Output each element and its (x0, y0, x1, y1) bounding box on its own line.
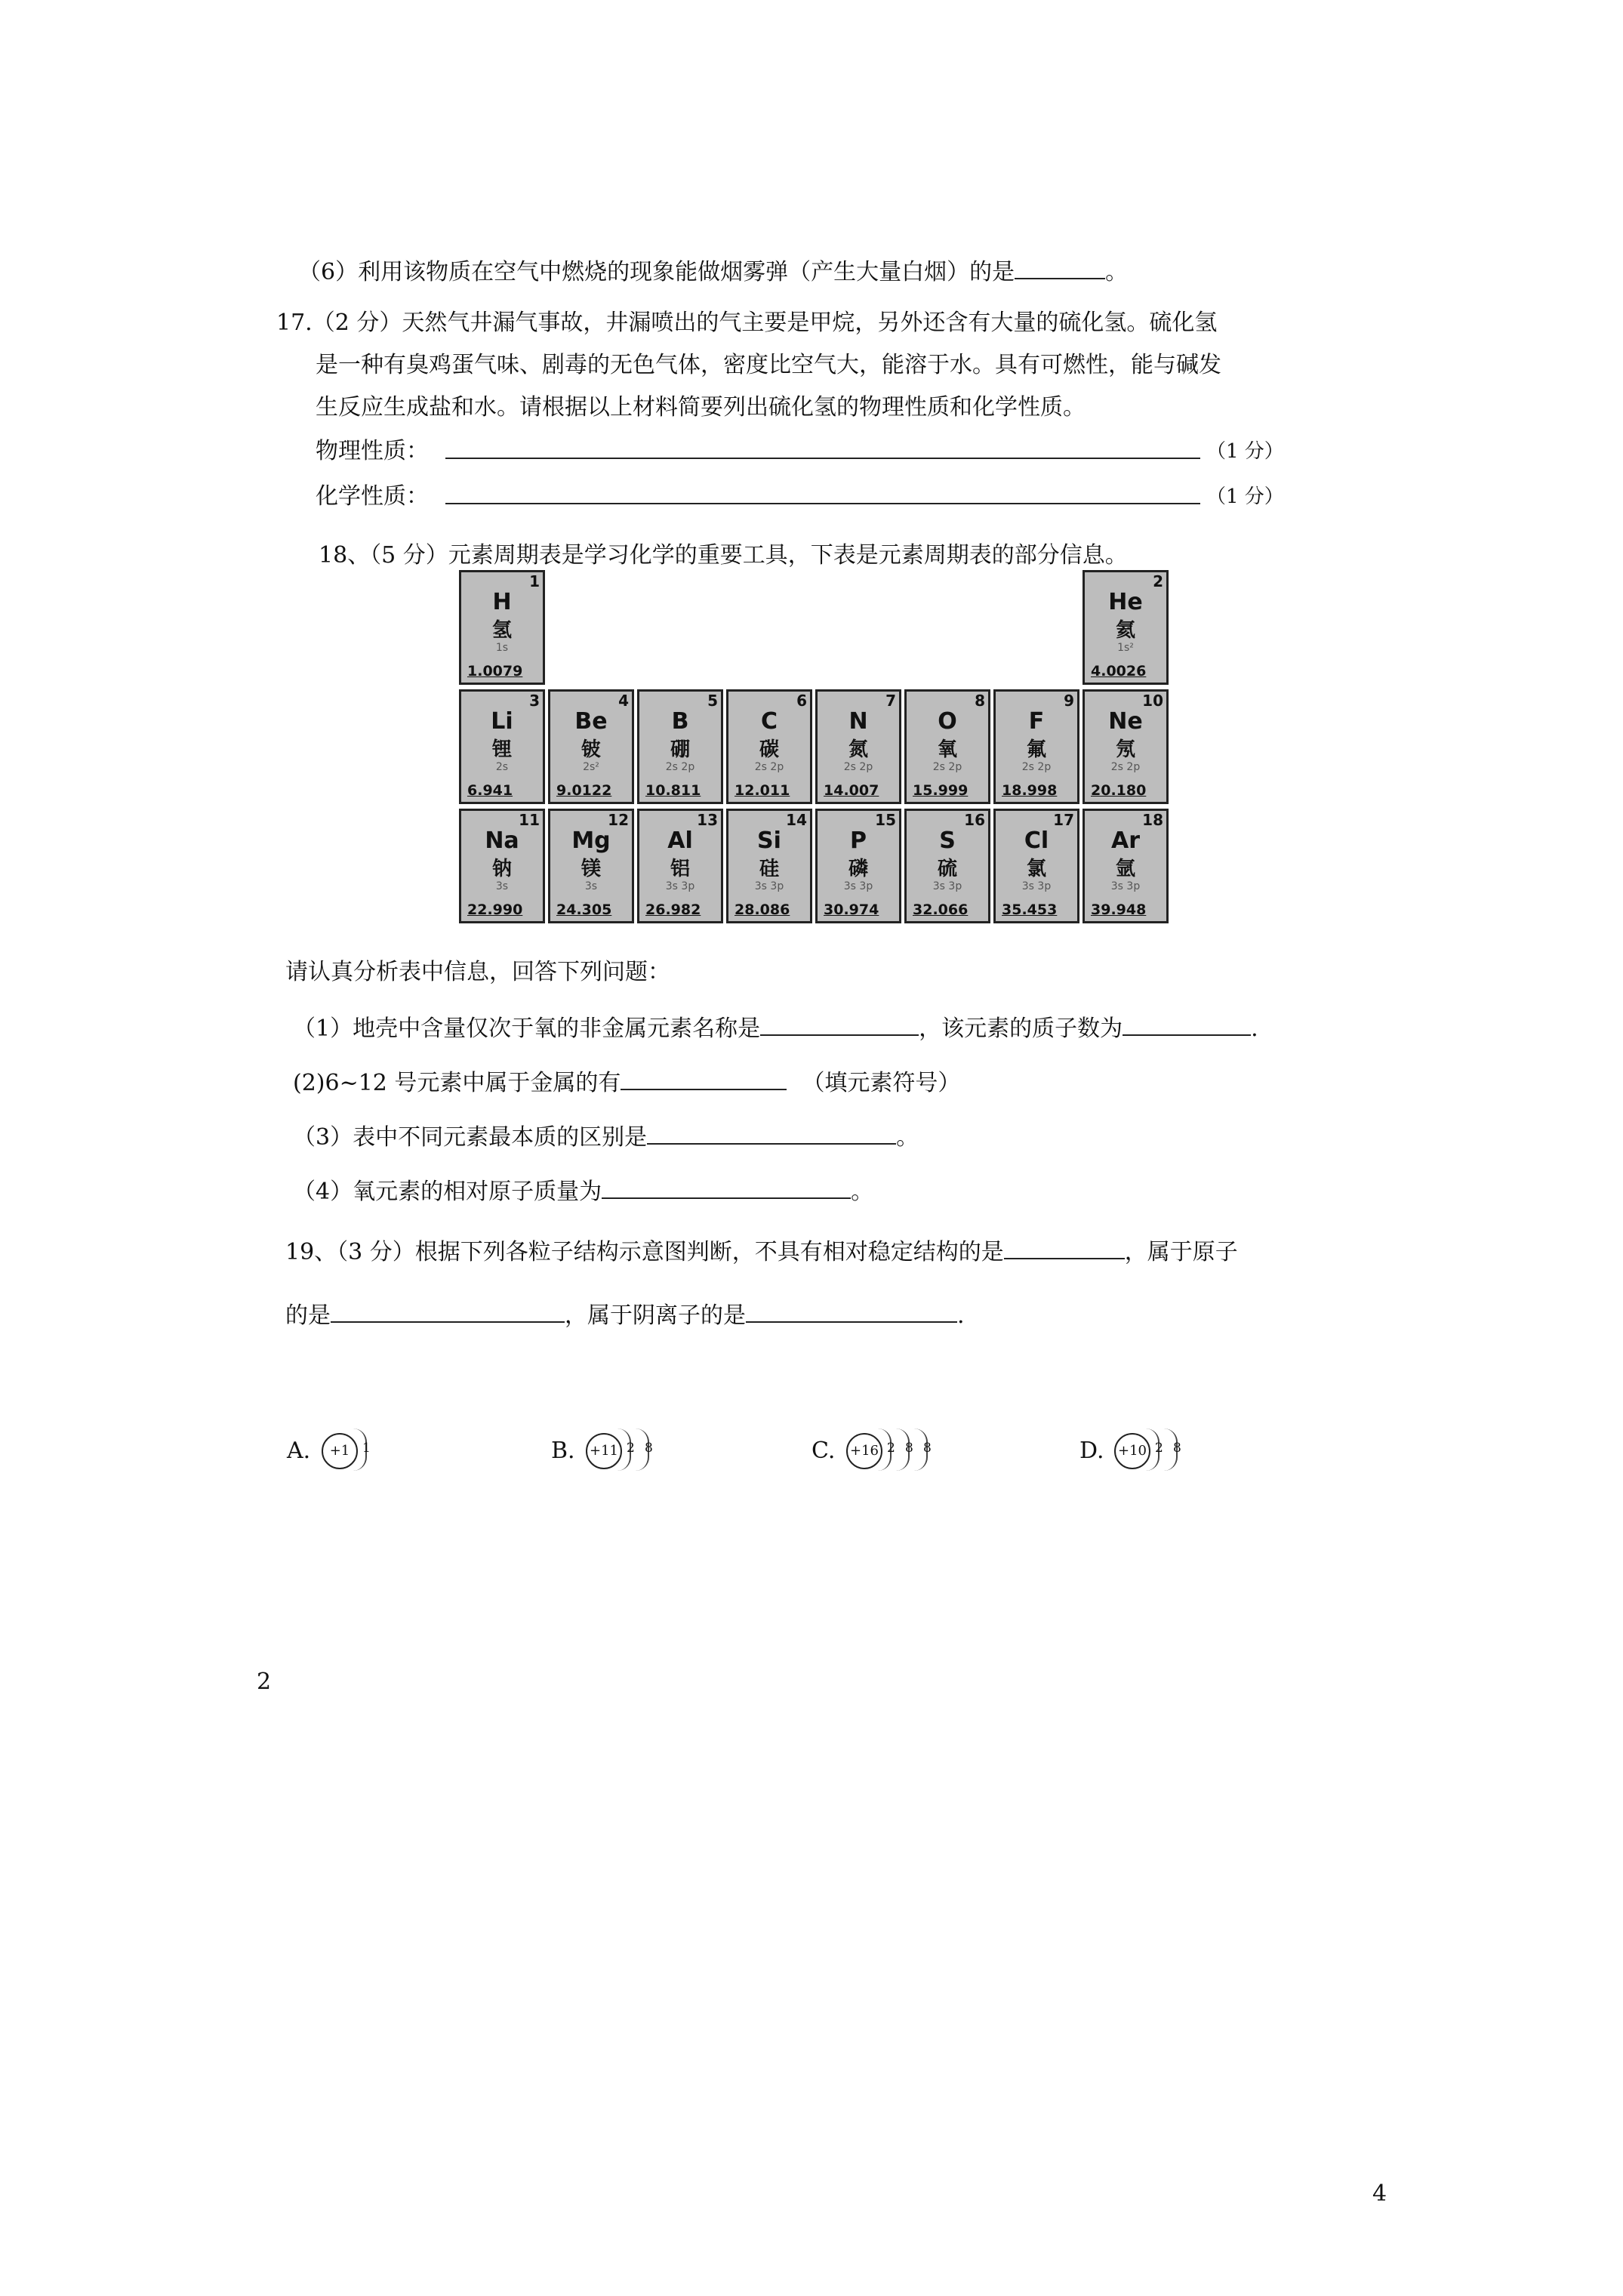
element-cell-be (548, 689, 634, 804)
particle-diagram-a (287, 1422, 468, 1483)
element-symbol: He (1108, 589, 1143, 615)
element-symbol: F (1028, 708, 1045, 735)
anion-blank[interactable] (746, 1299, 957, 1323)
atomic-mass: 30.974 (824, 901, 879, 918)
option-label: A. (287, 1438, 311, 1464)
electron-config: 3s 3p (1021, 880, 1052, 892)
nucleus: +11 (586, 1433, 622, 1469)
element-symbol: Si (757, 827, 781, 854)
electron-count: 8 (923, 1441, 932, 1456)
element-cell-s (904, 809, 990, 923)
element-symbol: Na (485, 827, 519, 854)
answer-blank[interactable] (1015, 255, 1105, 279)
atomic-mass: 28.086 (735, 901, 790, 918)
atomic-mass: 14.007 (824, 782, 879, 799)
element-name: 氩 (1115, 858, 1135, 880)
element-name: 氢 (491, 619, 512, 642)
electron-config: 3s 3p (843, 880, 873, 892)
element-cell-ar (1083, 809, 1169, 923)
option-label: B. (551, 1438, 575, 1464)
element-symbol: C (760, 708, 778, 735)
electron-config: 1s (495, 642, 509, 654)
atomic-mass: 6.941 (467, 782, 513, 799)
element-number: 4 (618, 692, 629, 710)
electron-config: 2s 2p (932, 761, 962, 773)
element-number: 5 (707, 692, 718, 710)
q17-line1: 17.（2 分）天然气井漏气事故，井漏喷出的气主要是甲烷，另外还含有大量的硫化氢。硫化氢 (276, 310, 1218, 336)
element-cell-al (637, 809, 723, 923)
element-number: 15 (875, 811, 896, 829)
element-cell-c (726, 689, 812, 804)
atomic-mass: 4.0026 (1091, 663, 1147, 680)
element-symbol: Mg (571, 827, 611, 854)
element-name: 硅 (759, 858, 779, 880)
element-number: 16 (964, 811, 985, 829)
element-symbol: Ne (1108, 708, 1143, 735)
physical-property-score: （1 分） (1206, 440, 1284, 463)
chemical-property-label: 化学性质： (316, 483, 429, 510)
element-cell-f (993, 689, 1079, 804)
electron-count: 2 (887, 1441, 895, 1456)
electron-count: 2 (1155, 1441, 1163, 1456)
q17-line2: 是一种有臭鸡蛋气味、剧毒的无色气体，密度比空气大，能溶于水。具有可燃性，能与碱发 (316, 352, 1221, 378)
element-name: 氯 (1026, 858, 1046, 880)
atomic-mass: 10.811 (645, 782, 701, 799)
element-symbol: B (671, 708, 689, 735)
element-cell-li (459, 689, 545, 804)
electron-count: 1 (362, 1441, 371, 1456)
element-symbol: Cl (1024, 827, 1049, 854)
electron-config: 2s 2p (754, 761, 784, 773)
element-name: 氧 (937, 738, 957, 761)
electron-config: 2s 2p (665, 761, 695, 773)
q19-line1: 19、（3 分）根据下列各粒子结构示意图判断，不具有相对稳定结构的是 ，属于原子 (285, 1235, 1238, 1268)
element-symbol: O (938, 708, 957, 735)
nucleus: +1 (322, 1433, 358, 1469)
element-name: 钠 (491, 858, 512, 880)
element-cell-b (637, 689, 723, 804)
atomic-mass: 22.990 (467, 901, 523, 918)
electron-config: 3s (495, 880, 509, 892)
electron-config: 2s 2p (1021, 761, 1052, 773)
element-cell-ne (1083, 689, 1169, 804)
difference-blank[interactable] (647, 1120, 896, 1145)
element-number: 11 (519, 811, 540, 829)
q18-intro: 18、（5 分）元素周期表是学习化学的重要工具，下表是元素周期表的部分信息。 (319, 542, 1128, 569)
oxygen-mass-blank[interactable] (602, 1175, 851, 1199)
element-number: 6 (796, 692, 807, 710)
element-number: 12 (608, 811, 629, 829)
element-name: 铍 (581, 738, 601, 761)
option-label: C. (812, 1438, 836, 1464)
element-symbol: Be (574, 708, 608, 735)
q17-line3: 生反应生成盐和水。请根据以上材料简要列出硫化氢的物理性质和化学性质。 (316, 394, 1086, 421)
element-symbol: P (850, 827, 867, 854)
element-number: 3 (529, 692, 540, 710)
element-name: 锂 (491, 738, 512, 761)
atomic-mass: 1.0079 (467, 663, 523, 680)
atomic-mass: 15.999 (913, 782, 969, 799)
unstable-blank[interactable] (1004, 1235, 1125, 1259)
element-number: 9 (1064, 692, 1074, 710)
element-cell-he (1083, 570, 1169, 685)
element-cell-o (904, 689, 990, 804)
element-number: 17 (1053, 811, 1074, 829)
element-name: 硼 (670, 738, 690, 761)
electron-config: 1s² (1117, 642, 1134, 654)
element-name: 氟 (1026, 738, 1046, 761)
element-symbol: Al (667, 827, 693, 854)
electron-count: 8 (1173, 1441, 1181, 1456)
q19-line2: 的是 ，属于阴离子的是 . (285, 1299, 965, 1331)
physical-property-blank[interactable] (445, 458, 1200, 459)
q18-part4: （4）氧元素的相对原子质量为 。 (293, 1175, 873, 1207)
atomic-mass: 12.011 (735, 782, 790, 799)
page-number: 4 (1372, 2180, 1387, 2207)
q18-part2: (2)6~12 号元素中属于金属的有 （填元素符号） (293, 1066, 960, 1099)
element-name: 氖 (1115, 738, 1135, 761)
element-number: 7 (885, 692, 896, 710)
atomic-mass: 24.305 (556, 901, 612, 918)
element-name: 碳 (759, 738, 779, 761)
q16-6-text: （6）利用该物质在空气中燃烧的现象能做烟雾弹（产生大量白烟）的是 。 (298, 255, 1128, 288)
element-cell-n (815, 689, 901, 804)
element-cell-p (815, 809, 901, 923)
element-number: 14 (786, 811, 807, 829)
nucleus: +16 (846, 1433, 882, 1469)
metal-symbols-blank[interactable] (621, 1066, 787, 1090)
atom-blank[interactable] (331, 1299, 565, 1323)
page-mark-left: 2 (257, 1669, 272, 1695)
element-symbol: H (492, 589, 512, 615)
element-name: 氮 (848, 738, 868, 761)
element-name: 磷 (848, 858, 868, 880)
electron-config: 2s (495, 761, 509, 773)
element-symbol: S (939, 827, 956, 854)
element-name: 氦 (1115, 619, 1135, 642)
electron-count: 2 (627, 1441, 635, 1456)
element-cell-mg (548, 809, 634, 923)
electron-config: 3s (584, 880, 598, 892)
element-cell-cl (993, 809, 1079, 923)
q18-part1: （1）地壳中含量仅次于氧的非金属元素名称是 ，该元素的质子数为 . (293, 1012, 1258, 1044)
element-name: 硫 (937, 858, 957, 880)
chemical-property-blank[interactable] (445, 503, 1200, 504)
proton-number-blank[interactable] (1123, 1012, 1251, 1036)
electron-config: 3s 3p (932, 880, 962, 892)
atomic-mass: 39.948 (1091, 901, 1147, 918)
atomic-mass: 18.998 (1002, 782, 1058, 799)
electron-config: 3s 3p (754, 880, 784, 892)
atomic-mass: 35.453 (1002, 901, 1058, 918)
atomic-mass: 26.982 (645, 901, 701, 918)
atomic-mass: 20.180 (1091, 782, 1147, 799)
particle-diagram-c (812, 1422, 993, 1483)
element-symbol: Li (491, 708, 513, 735)
electron-count: 8 (905, 1441, 913, 1456)
element-name: 铝 (670, 858, 690, 880)
periodic-table (459, 570, 1175, 926)
element-name-blank[interactable] (760, 1012, 919, 1036)
element-cell-si (726, 809, 812, 923)
electron-config: 2s² (583, 761, 599, 773)
electron-config: 3s 3p (665, 880, 695, 892)
electron-count: 8 (645, 1441, 653, 1456)
option-label: D. (1079, 1438, 1104, 1464)
element-cell-h (459, 570, 545, 685)
q18-analyze: 请认真分析表中信息，回答下列问题： (285, 959, 670, 985)
element-number: 13 (697, 811, 718, 829)
electron-config: 3s 3p (1110, 880, 1141, 892)
physical-property-label: 物理性质： (316, 438, 429, 464)
particle-diagram-d (1079, 1422, 1261, 1483)
element-number: 8 (975, 692, 985, 710)
element-number: 10 (1142, 692, 1163, 710)
element-number: 2 (1153, 572, 1163, 590)
element-number: 18 (1142, 811, 1163, 829)
element-number: 1 (529, 572, 540, 590)
particle-diagram-b (551, 1422, 732, 1483)
atomic-mass: 9.0122 (556, 782, 612, 799)
nucleus: +10 (1114, 1433, 1150, 1469)
element-symbol: N (848, 708, 868, 735)
element-cell-na (459, 809, 545, 923)
q18-part3: （3）表中不同元素最本质的区别是 。 (293, 1120, 919, 1153)
electron-config: 2s 2p (843, 761, 873, 773)
element-symbol: Ar (1110, 827, 1140, 854)
chemical-property-score: （1 分） (1206, 485, 1284, 508)
atomic-mass: 32.066 (913, 901, 969, 918)
electron-config: 2s 2p (1110, 761, 1141, 773)
element-name: 镁 (581, 858, 601, 880)
